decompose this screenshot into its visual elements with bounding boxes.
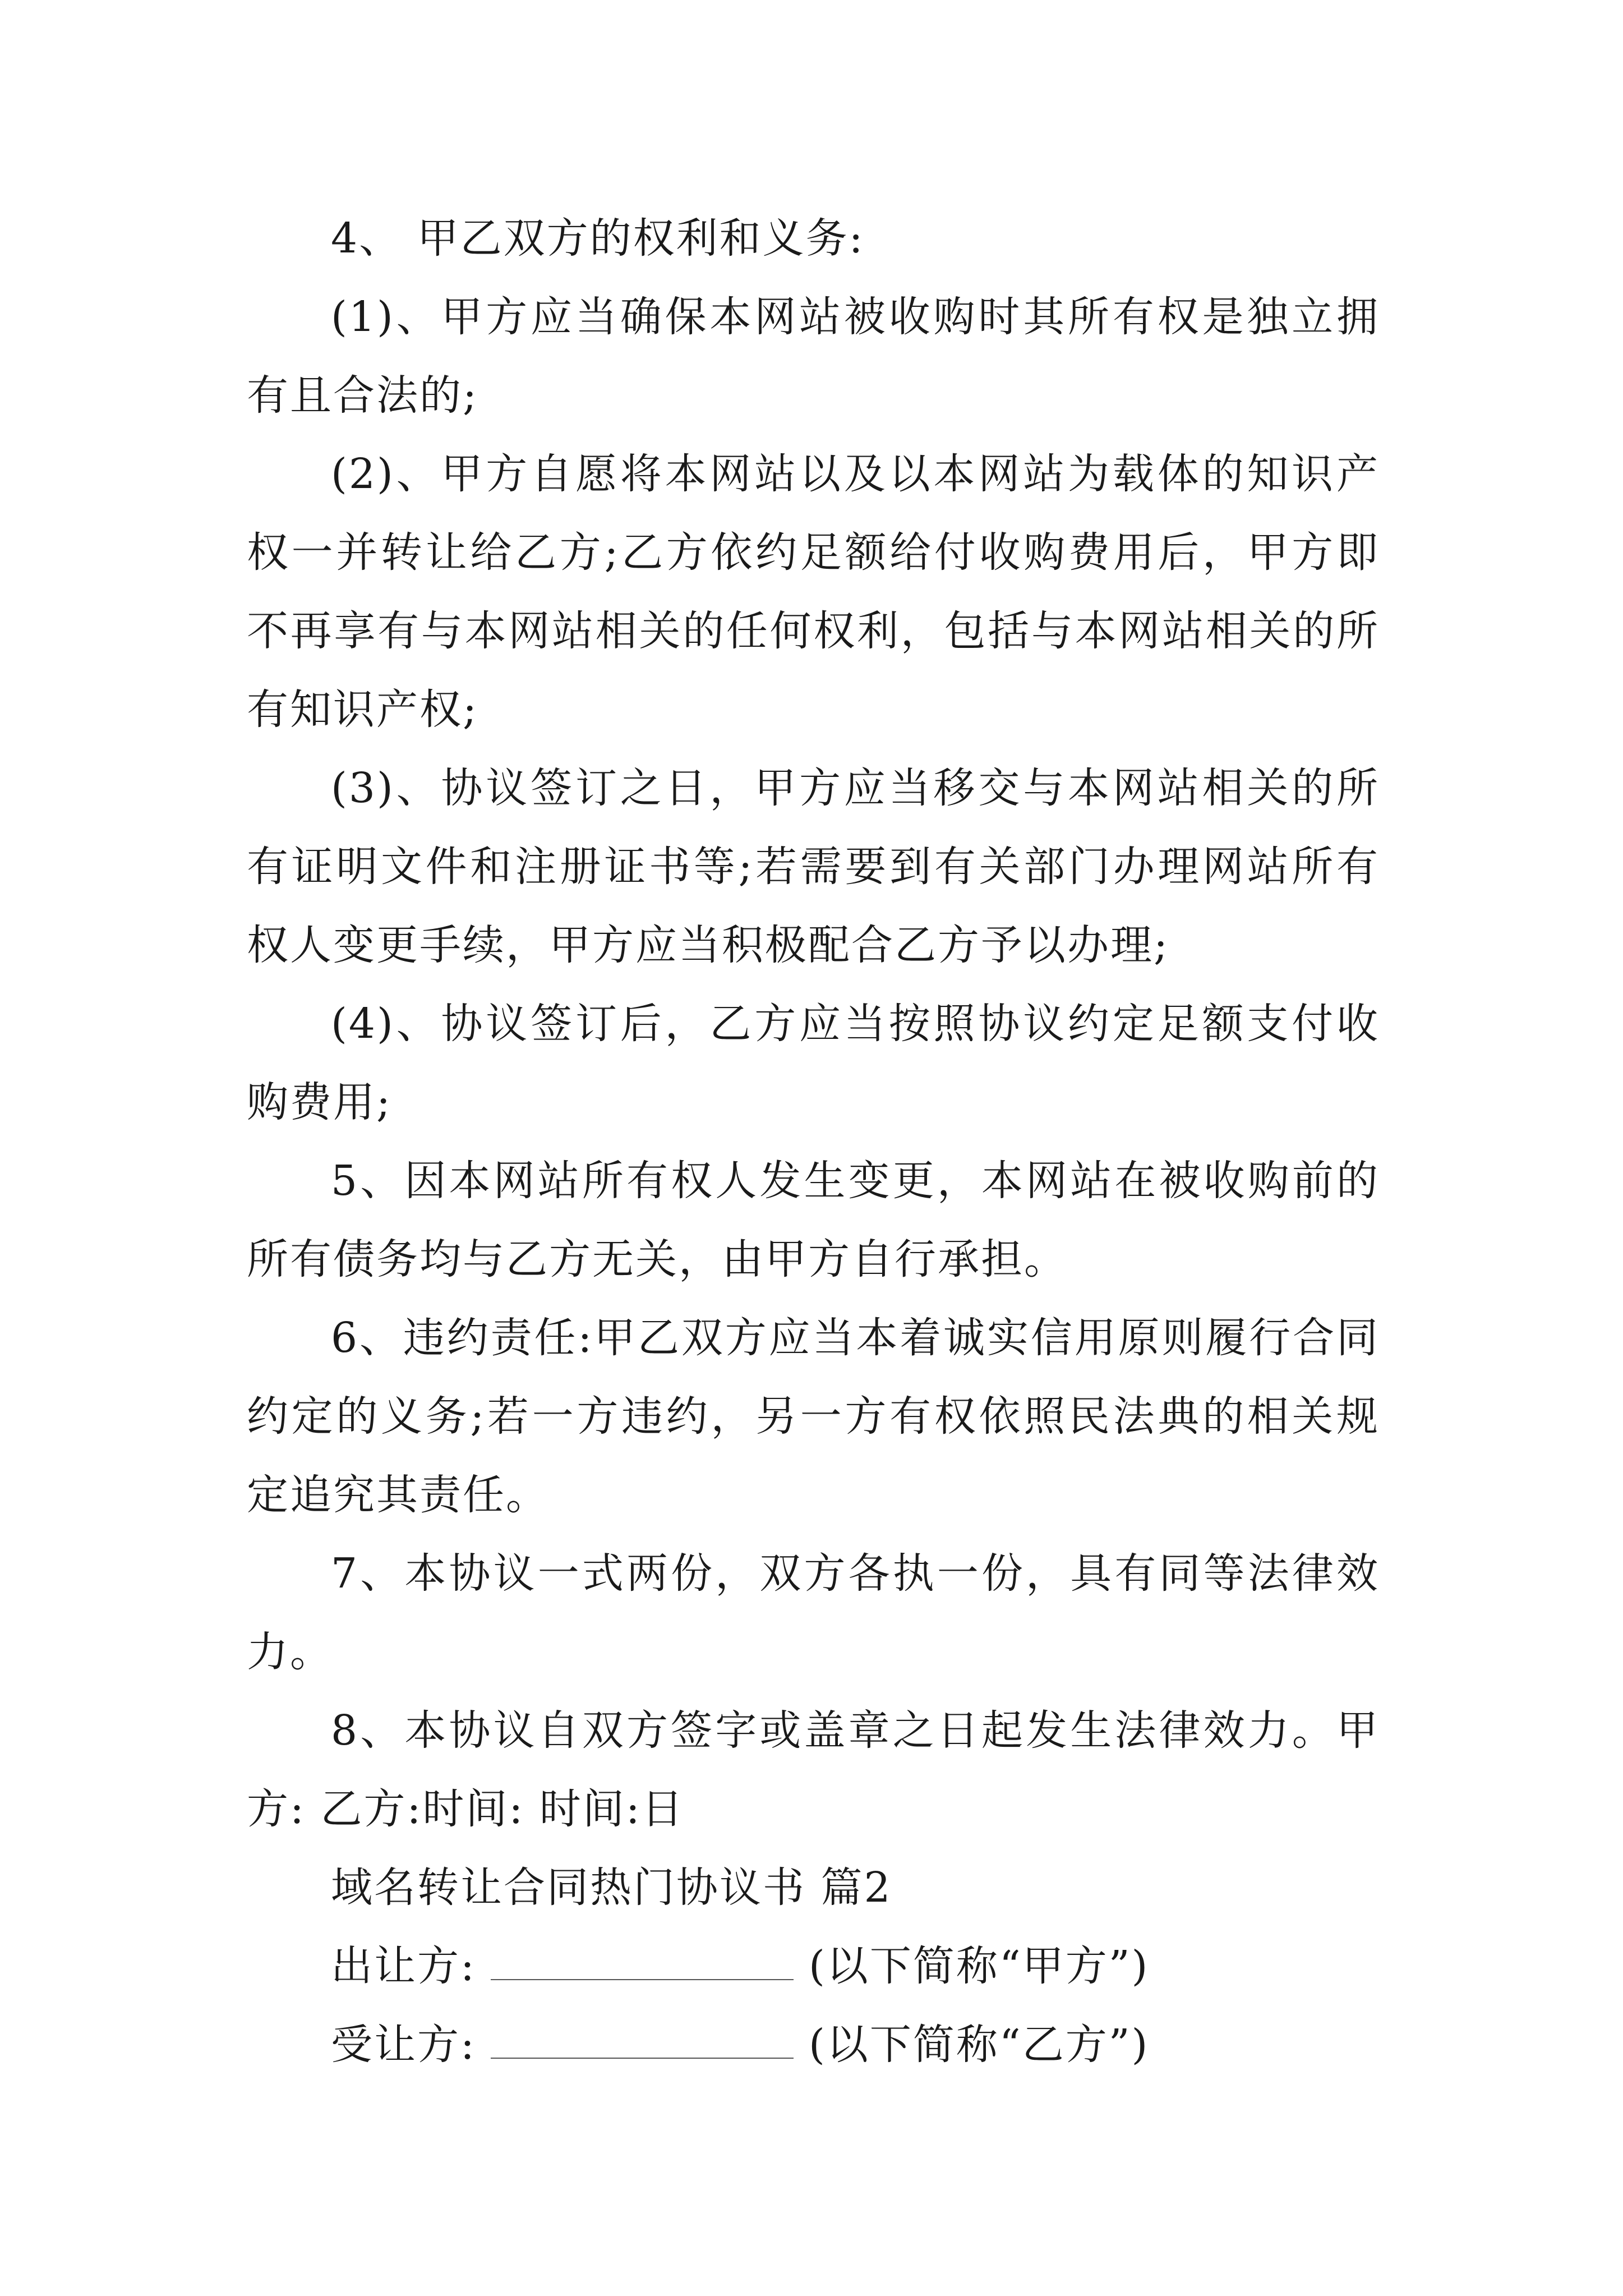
transferor-suffix: (以下简称“甲方”)	[809, 1942, 1150, 1990]
clause-4-1: (1)、甲方应当确保本网站被收购时其所有权是独立拥有且合法的;	[247, 293, 1380, 420]
clause-4-2: (2)、甲方自愿将本网站以及以本网站为载体的知识产权一并转让给乙方;乙方依约足额给付收购费用后，甲方即不再享有与本网站相关的任何权利，包括与本网站相关的所有知识产权;	[247, 450, 1380, 734]
clause-7: 7、本协议一式两份，双方各执一份，具有同等法律效力。	[247, 1549, 1380, 1676]
transferor-blank	[491, 1948, 794, 1980]
clause-5: 5、因本网站所有权人发生变更，本网站在被收购前的所有债务均与乙方无关，由甲方自行承担。	[247, 1157, 1380, 1283]
transferee-label: 受让方:	[331, 2021, 476, 2069]
transferee-line	[247, 2005, 1380, 2084]
clause-4-4: (4)、协议签订后，乙方应当按照协议约定足额支付收购费用;	[247, 1000, 1380, 1126]
transferor-line	[247, 1927, 1380, 2005]
transferee-suffix: (以下简称“乙方”)	[809, 2021, 1150, 2069]
section-title: 域名转让合同热门协议书 篇2	[331, 1864, 892, 1912]
clause-4-heading: 4、 甲乙双方的权利和义务:	[331, 214, 865, 263]
clause-4-3: (3)、协议签订之日，甲方应当移交与本网站相关的所有证明文件和注册证书等;若需要到有关部门办理网站所有权人变更手续，甲方应当积极配合乙方予以办理;	[247, 764, 1380, 969]
clause-6: 6、违约责任:甲乙双方应当本着诚实信用原则履行合同约定的义务;若一方违约，另一方有权依照民法典的相关规定追究其责任。	[247, 1314, 1380, 1519]
clause-8-signatures: 8、本协议自双方签字或盖章之日起发生法律效力。甲方: 乙方:时间: 时间:日	[247, 1706, 1380, 1833]
transferee-blank	[491, 2026, 794, 2059]
transferor-label: 出让方:	[331, 1942, 476, 1990]
document-body	[247, 199, 1380, 2084]
